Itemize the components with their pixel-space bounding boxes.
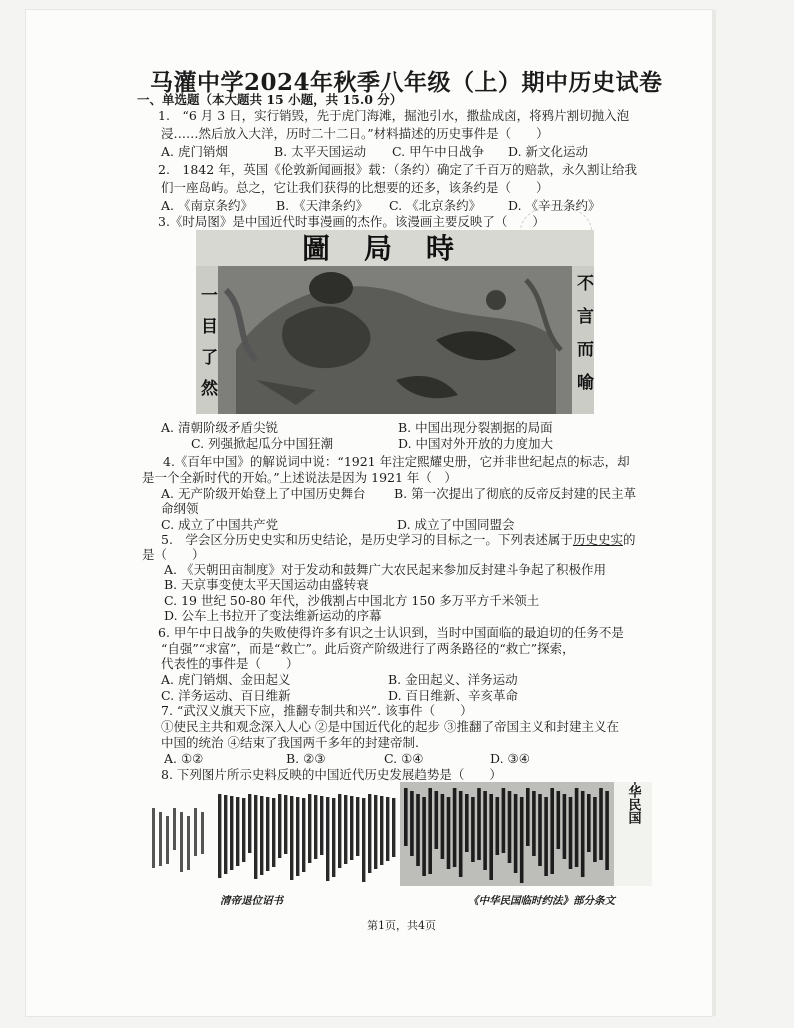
q2-option-b: B. 《天津条约》: [276, 198, 369, 213]
edict-column: [350, 796, 353, 860]
q4-option-b-cont: 命纲领: [161, 501, 199, 516]
constitution-column: [544, 797, 548, 876]
edict-column: [374, 795, 377, 869]
edict-column: [296, 797, 299, 876]
qing-abdication-edict-image: [150, 792, 398, 886]
edict-column: [380, 796, 383, 865]
constitution-column: [526, 788, 530, 846]
edict-column: [230, 796, 233, 870]
edict-column: [320, 796, 323, 855]
q5-stem-line2: 是（ ）: [142, 547, 205, 562]
constitution-column: [477, 788, 481, 860]
exam-title: 马灌中学2024年秋季八年级（上）期中历史试卷: [150, 69, 663, 96]
edict-column: [201, 812, 204, 854]
constitution-column: [520, 797, 524, 883]
q3-option-b: B. 中国出现分裂割据的局面: [398, 420, 553, 435]
edict-column: [218, 794, 221, 878]
constitution-column: [453, 788, 457, 867]
constitution-column: [404, 788, 408, 846]
edict-column: [326, 797, 329, 881]
q4-option-a: A. 无产阶级开始登上了中国历史舞台: [161, 486, 366, 501]
q7-option-a: A. ①②: [164, 751, 204, 766]
q7-option-d: D. ③④: [490, 751, 530, 766]
q4-option-b: B. 第一次提出了彻底的反帝反封建的民主革: [394, 486, 637, 501]
q3-stem: 3.《时局图》是中国近代时事漫画的杰作。该漫画主要反映了（ ）: [158, 214, 545, 229]
edict-column: [362, 798, 365, 882]
edict-column: [248, 794, 251, 853]
q5-stem-underlined: 历史史实: [572, 532, 623, 547]
q2-stem-line2: 们一座岛屿。总之，它让我们获得的比想要的还多，该条约是（ ）: [161, 180, 549, 195]
q5-option-d: D. 公车上书拉开了变法维新运动的序幕: [164, 608, 382, 623]
q1-option-d: D. 新文化运动: [508, 144, 589, 159]
constitution-column: [557, 791, 561, 849]
q6-option-a: A. 虎门销烟、金田起义: [161, 672, 291, 687]
edict-column: [284, 795, 287, 854]
edict-column: [290, 796, 293, 880]
q1-option-c: C. 甲午中日战争: [392, 144, 485, 159]
edict-column: [368, 794, 371, 873]
constitution-column: [483, 791, 487, 870]
edict-column: [173, 808, 176, 850]
edict-column: [332, 798, 335, 877]
edict-column: [254, 795, 257, 879]
q6-option-b: B. 金田起义、洋务运动: [388, 672, 518, 687]
cartoon-right-column: 不言而喻: [573, 274, 593, 406]
q6-option-c: C. 洋务运动、百日维新: [161, 688, 291, 703]
constitution-column: [563, 794, 567, 859]
constitution-column: [538, 794, 542, 866]
right-image-caption: 《中华民国临时约法》部分条文: [468, 895, 615, 907]
q6-stem-line1: 6. 甲午中日战争的失败使得许多有识之士认识到，当时中国面临的最迫切的任务不是: [158, 625, 624, 640]
constitution-column: [447, 797, 451, 869]
q5-stem-post: 的: [622, 532, 636, 547]
constitution-column: [410, 791, 414, 856]
constitution-column: [575, 788, 579, 867]
cartoon-left-column: 一目了然: [197, 286, 217, 410]
edict-column: [392, 798, 395, 857]
q7-option-b: B. ②③: [286, 751, 326, 766]
q3-option-c: C. 列强掀起瓜分中国狂潮: [191, 436, 334, 451]
edict-column: [224, 795, 227, 874]
edict-column: [166, 816, 169, 864]
constitution-column: [605, 791, 609, 870]
q5-stem-line1: [161, 532, 635, 547]
q1-stem-line1: 1. “6 月 3 日，实行销毁，先于虎门海滩，掘池引水，撒盐成卤，将鸦片割切抛入泡: [158, 108, 630, 123]
edict-column: [236, 797, 239, 866]
constitution-column: [514, 794, 518, 873]
constitution-column: [428, 788, 432, 874]
q4-stem-line2: 是一个全新时代的开始。”上述说法是因为 1921 年（ ）: [142, 470, 457, 485]
q1-option-b: B. 太平天国运动: [274, 144, 367, 159]
constitution-column: [587, 794, 591, 852]
q3-option-a: A. 清朝阶级矛盾尖锐: [161, 420, 278, 435]
constitution-column: [465, 794, 469, 852]
q2-stem-line1: 2. 1842 年，英国《伦敦新闻画报》载：（条约）确定了千百万的赔款，永久割让给我: [158, 162, 637, 177]
cartoon-banner: 圖局時: [301, 232, 489, 265]
constitution-column: [569, 797, 573, 869]
q7-stem-line1: 7. “武汉义旗天下应，推翻专制共和兴”. 该事件（ ）: [161, 703, 473, 718]
edict-column: [242, 798, 245, 862]
q5-option-c: C. 19 世纪 50-80 年代，沙俄割占中国北方 150 多万平方千米领土: [164, 593, 540, 608]
q3-option-d: D. 中国对外开放的力度加大: [398, 436, 554, 451]
constitution-column: [422, 797, 426, 876]
edict-column: [356, 797, 359, 856]
page-footer: 第1页，共4页: [367, 919, 436, 932]
edict-column: [386, 797, 389, 861]
constitution-column: [441, 794, 445, 859]
left-image-caption: 清帝退位诏书: [220, 895, 283, 907]
q6-stem-line2: “自强”“求富”，而是“救亡”。此后资产阶级进行了两条路径的“救亡”探索，: [161, 641, 575, 656]
q2-option-d: D. 《辛丑条约》: [508, 198, 601, 213]
constitution-column: [471, 797, 475, 862]
constitution-column: [593, 797, 597, 862]
q7-stem-line2: ①使民主共和观念深入人心 ②是中国近代化的起步 ③推翻了帝国主义和封建主义在: [161, 719, 619, 734]
q6-option-d: D. 百日维新、辛亥革命: [388, 688, 519, 703]
edict-column: [308, 794, 311, 863]
constitution-column: [416, 794, 420, 866]
constitution-column: [496, 797, 500, 855]
q8-stem: 8. 下列图片所示史料反映的中国近代历史发展趋势是（ ）: [161, 767, 502, 782]
edict-column: [278, 794, 281, 858]
q2-option-c: C. 《北京条约》: [389, 198, 482, 213]
edict-column: [159, 812, 162, 866]
q4-option-d: D. 成立了中国同盟会: [397, 517, 515, 532]
constitution-column: [532, 791, 536, 856]
edict-column: [260, 796, 263, 875]
q4-stem-line1: 4.《百年中国》的解说词中说：“1921 年注定熙耀史册，它并非世纪起点的标志，却: [163, 454, 630, 469]
section-heading: 一、单选题（本大题共 15 小题，共 15.0 分）: [137, 92, 403, 107]
constitution-column: [489, 794, 493, 880]
edict-column: [338, 794, 341, 868]
provisional-constitution-image: [400, 782, 652, 886]
edict-column: [187, 816, 190, 870]
edict-column: [152, 808, 155, 868]
edict-column: [302, 798, 305, 872]
paper-edge: [712, 10, 716, 1016]
constitution-column: [459, 791, 463, 877]
constitution-column: [550, 788, 554, 874]
q7-stem-line3: 中国的统治 ④结束了我国两千多年的封建帝制.: [161, 735, 419, 750]
edict-column: [272, 798, 275, 867]
constitution-column: [435, 791, 439, 849]
q5-stem-pre: 5. 学会区分历史史实和历史结论，是历史学习的目标之一。下列表述属于: [161, 532, 573, 547]
edict-column: [266, 797, 269, 871]
q7-option-c: C. ①④: [384, 751, 424, 766]
constitution-column: [581, 791, 585, 877]
constitution-column: [502, 788, 506, 853]
q1-stem-line2: 浸……然后放入大洋，历时二十二日。”材料描述的历史事件是（ ）: [161, 126, 549, 141]
edict-column: [344, 795, 347, 864]
q2-option-a: A. 《南京条约》: [161, 198, 253, 213]
q6-stem-line3: 代表性的事件是（ ）: [161, 656, 299, 671]
edict-column: [180, 812, 183, 872]
q4-option-c: C. 成立了中国共产党: [161, 517, 279, 532]
q5-option-a: A. 《天朝田亩制度》对于发动和鼓舞广大农民起来参加反封建斗争起了积极作用: [164, 562, 606, 577]
edict-column: [314, 795, 317, 859]
constitution-column: [508, 791, 512, 863]
constitution-corner-title: 中华民国: [625, 782, 641, 824]
q5-option-b: B. 天京事变使太平天国运动由盛转衰: [164, 577, 369, 592]
q1-option-a: A. 虎门销烟: [161, 144, 228, 159]
edict-column: [194, 808, 197, 856]
shiju-tu-cartoon: [196, 230, 594, 414]
constitution-column: [599, 788, 603, 860]
